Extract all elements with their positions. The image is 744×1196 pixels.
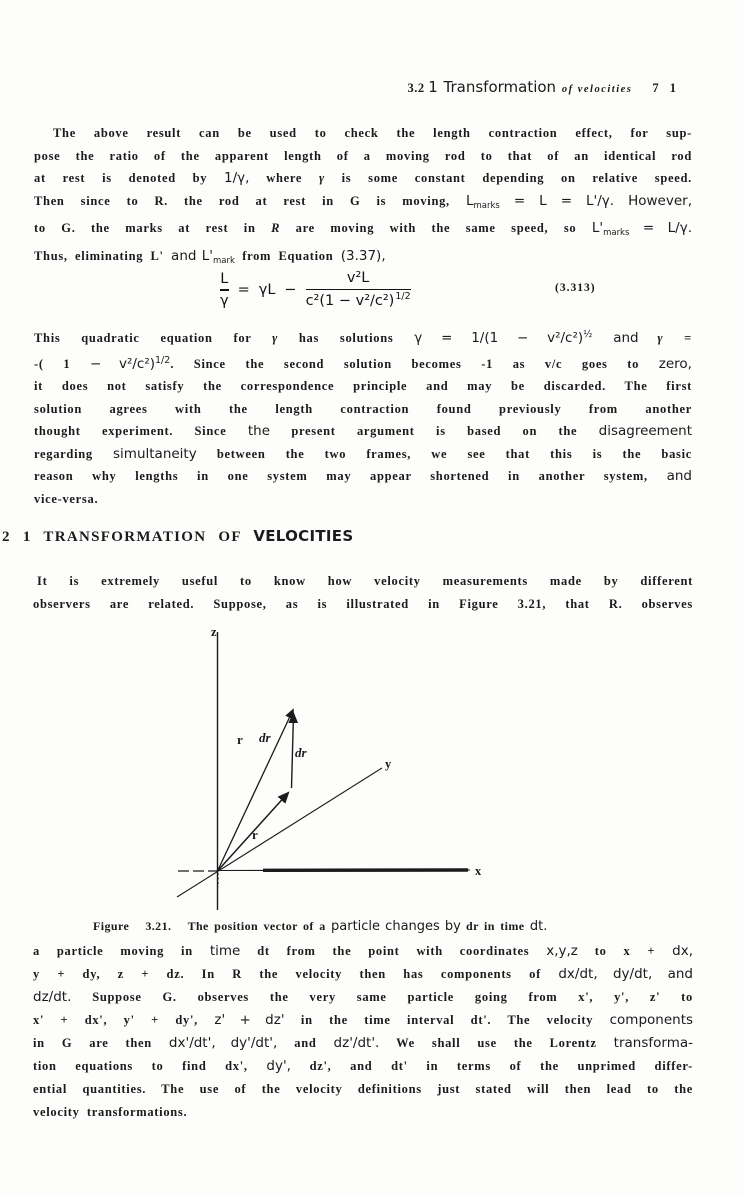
running-head <box>407 78 633 96</box>
paragraph-velocity-intro <box>33 570 693 616</box>
text-segment: in G are then <box>33 1036 169 1050</box>
page-number: 7 1 <box>652 81 680 95</box>
text-segment: z' + dz' <box>214 1012 285 1028</box>
figure-caption <box>93 916 547 937</box>
eq-lhs-fraction <box>220 271 229 310</box>
text-segment: dz/dt. <box>33 989 72 1005</box>
text-segment: and <box>277 1036 334 1050</box>
text-line <box>34 145 692 168</box>
fraction-bar <box>220 289 229 291</box>
text-segment: solution agrees with the length contraction found previously from another <box>34 401 692 416</box>
text-line <box>33 1032 693 1055</box>
text-line <box>33 986 693 1009</box>
text-segment: dz', and dt' in terms of the unprimed differ- <box>290 1059 693 1073</box>
text-segment: Figure 3.21. <box>93 919 172 933</box>
text-segment: and <box>613 330 658 346</box>
vector-label-r-upper: r <box>237 732 243 747</box>
text-segment: mark <box>212 255 235 266</box>
text-segment: where <box>249 171 319 185</box>
text-segment: = L = L'/γ. However, <box>499 192 692 209</box>
text-segment: of velocities <box>561 84 633 95</box>
text-segment: it does not satisfy the correspondence principle and may be discarded. The first <box>34 379 692 393</box>
paragraph-velocity-components <box>33 940 693 1124</box>
text-line <box>34 324 692 350</box>
text-segment: zero, <box>658 355 692 372</box>
text-segment: between the two frames, we see that this is the basic <box>196 446 692 461</box>
text-segment: in the time interval dt'. The velocity <box>284 1013 610 1027</box>
text-segment: L <box>465 192 474 209</box>
vector-label-dr-upper: dr <box>259 730 271 745</box>
text-line <box>33 1078 693 1101</box>
text-segment: particle changes by <box>331 919 467 934</box>
text-segment: ½ <box>583 329 593 340</box>
text-segment: dx'/dt', dy'/dt', <box>168 1035 278 1051</box>
text-segment: thought experiment. Since <box>34 424 248 438</box>
text-line <box>34 350 692 376</box>
text-segment: dy', <box>266 1058 291 1074</box>
text-line <box>33 570 693 593</box>
page-header <box>0 78 680 96</box>
text-segment: vice-versa. <box>34 491 99 506</box>
text-segment: the <box>247 423 271 439</box>
text-line <box>33 1101 693 1124</box>
text-segment: at rest is denoted by <box>34 171 225 185</box>
text-line <box>34 122 692 145</box>
text-segment: and <box>666 468 692 484</box>
text-segment <box>592 331 613 345</box>
text-segment: components <box>609 1012 694 1028</box>
text-segment: R <box>271 221 281 235</box>
text-segment: x,y,z <box>546 943 578 959</box>
minus-sign: − <box>284 282 297 298</box>
text-segment: Thus, eliminating L' <box>34 248 172 263</box>
text-segment: L' <box>591 220 604 236</box>
text-segment: transforma- <box>613 1035 693 1051</box>
text-segment: This quadratic equation for <box>34 331 273 345</box>
text-line <box>34 465 692 488</box>
eq-rhs-fraction <box>306 270 411 310</box>
text-segment: velocity transformations. <box>33 1105 188 1119</box>
text-segment: (3.37), <box>340 247 386 264</box>
text-segment: ential quantities. The use of the velocity definitions just stated will then lead to the <box>33 1082 693 1096</box>
text-line <box>34 420 692 443</box>
eq-rhs-denominator <box>306 292 411 310</box>
text-segment: is some constant depending on relative speed. <box>324 171 692 185</box>
axis-label-z: z <box>211 625 217 639</box>
text-segment: and L' <box>171 247 213 264</box>
text-segment: The position vector of a <box>171 919 332 933</box>
eq-rhs-numerator: v²L <box>346 270 370 287</box>
text-segment: x' + dx', y' + dy', <box>33 1013 215 1027</box>
section-heading <box>2 527 353 546</box>
text-segment: The above result can be used to check the length contraction effect, for sup- <box>53 126 692 140</box>
text-segment: dr in time <box>466 919 530 933</box>
text-line <box>34 190 692 218</box>
text-line <box>33 1055 693 1078</box>
text-segment: γ <box>657 331 664 345</box>
text-segment: γ <box>272 331 279 345</box>
text-segment: has solutions <box>278 331 415 345</box>
eq-lhs-numerator: L <box>220 270 229 287</box>
text-segment: disagreement <box>598 423 692 439</box>
text-segment: a particle moving in <box>33 944 210 958</box>
text-segment: dt from the point with coordinates <box>240 944 547 958</box>
text-segment: Suppose G. observes the very same particle going from x', y', z' to <box>71 990 693 1004</box>
text-segment: marks <box>473 200 500 211</box>
text-segment: − v²/c²) <box>90 355 156 372</box>
text-line <box>33 1009 693 1032</box>
text-segment: reason why lengths in one system may appear shortened in another system, <box>34 469 667 483</box>
vector-label-dr-right: dr <box>295 745 307 760</box>
text-line <box>33 963 693 986</box>
text-segment: We shall use the Lorentz <box>379 1036 614 1050</box>
denominator-exponent: 1/2 <box>395 291 411 303</box>
eq-lhs-denominator: γ <box>220 292 229 309</box>
equation-3-313 <box>34 257 692 323</box>
equals-sign: = <box>237 282 250 298</box>
text-segment: present argument is based on the <box>270 424 599 438</box>
text-segment: = L/γ. <box>629 220 692 236</box>
text-segment: γ <box>318 171 325 185</box>
eq-term: γL <box>258 282 276 298</box>
text-line <box>33 940 693 963</box>
text-line <box>34 375 692 398</box>
text-segment: = <box>663 331 692 345</box>
text-segment: marks <box>603 228 630 238</box>
axis-label-x: x <box>475 864 482 878</box>
vector-dr <box>292 714 294 788</box>
equation-number: (3.313) <box>555 282 596 294</box>
text-segment: γ = 1/(1 − v²/c²) <box>414 330 584 346</box>
text-line <box>34 443 692 466</box>
text-segment: y + dy, z + dz. In R the velocity then has components of <box>33 967 559 981</box>
text-segment: 3.2 <box>407 81 429 95</box>
figure-3-21 <box>138 620 498 920</box>
text-line <box>34 217 692 245</box>
paragraph-length-contraction <box>34 122 692 272</box>
text-segment: pose the ratio of the apparent length of a moving rod to that of an identical rod <box>34 148 692 163</box>
text-segment: -( 1 <box>34 356 91 371</box>
text-line <box>34 488 692 511</box>
text-line <box>33 593 693 616</box>
text-line <box>34 167 692 190</box>
text-segment: dt. <box>529 919 548 934</box>
text-segment: regarding <box>34 446 114 461</box>
text-segment: 1/γ, <box>224 170 250 186</box>
equation-body <box>220 270 411 310</box>
text-segment: to G. the marks at rest in <box>34 221 272 235</box>
text-segment: 1 Transformation <box>428 78 562 96</box>
text-segment: . Since the second solution becomes -1 as v/c goes to <box>170 356 659 371</box>
text-segment: dz'/dt'. <box>333 1035 380 1051</box>
text-segment: tion equations to find dx', <box>33 1059 267 1073</box>
text-segment: dx, <box>672 943 694 959</box>
denominator-base: c²(1 − v²/c²) <box>305 293 395 310</box>
text-segment: simultaneity <box>113 445 197 462</box>
vector-r-plus-dr <box>218 710 294 871</box>
text-segment: are moving with the same speed, so <box>280 221 592 235</box>
axis-label-y: y <box>385 757 392 771</box>
vector-label-r-lower: r <box>252 827 258 842</box>
figure-canvas <box>138 620 498 920</box>
text-segment: time <box>209 943 241 959</box>
text-segment: 1/2 <box>155 354 171 366</box>
text-segment: dx/dt, dy/dt, and <box>558 966 693 982</box>
fraction-bar <box>306 289 411 291</box>
text-segment: observers are related. Suppose, as is illustrated in Figure 3.21, that R. observes <box>33 597 693 611</box>
text-segment: to x + <box>577 944 673 958</box>
y-axis <box>177 768 382 897</box>
text-segment: 2 1 TRANSFORMATION OF <box>2 529 254 545</box>
text-segment: from Equation <box>234 248 341 263</box>
text-segment: It is extremely useful to know how velocity measurements made by different <box>37 574 693 588</box>
text-segment: VELOCITIES <box>253 527 354 545</box>
text-line <box>34 398 692 421</box>
paragraph-quadratic-solutions <box>34 324 692 510</box>
text-segment: Then since to R. the rod at rest in G is moving, <box>34 193 466 208</box>
